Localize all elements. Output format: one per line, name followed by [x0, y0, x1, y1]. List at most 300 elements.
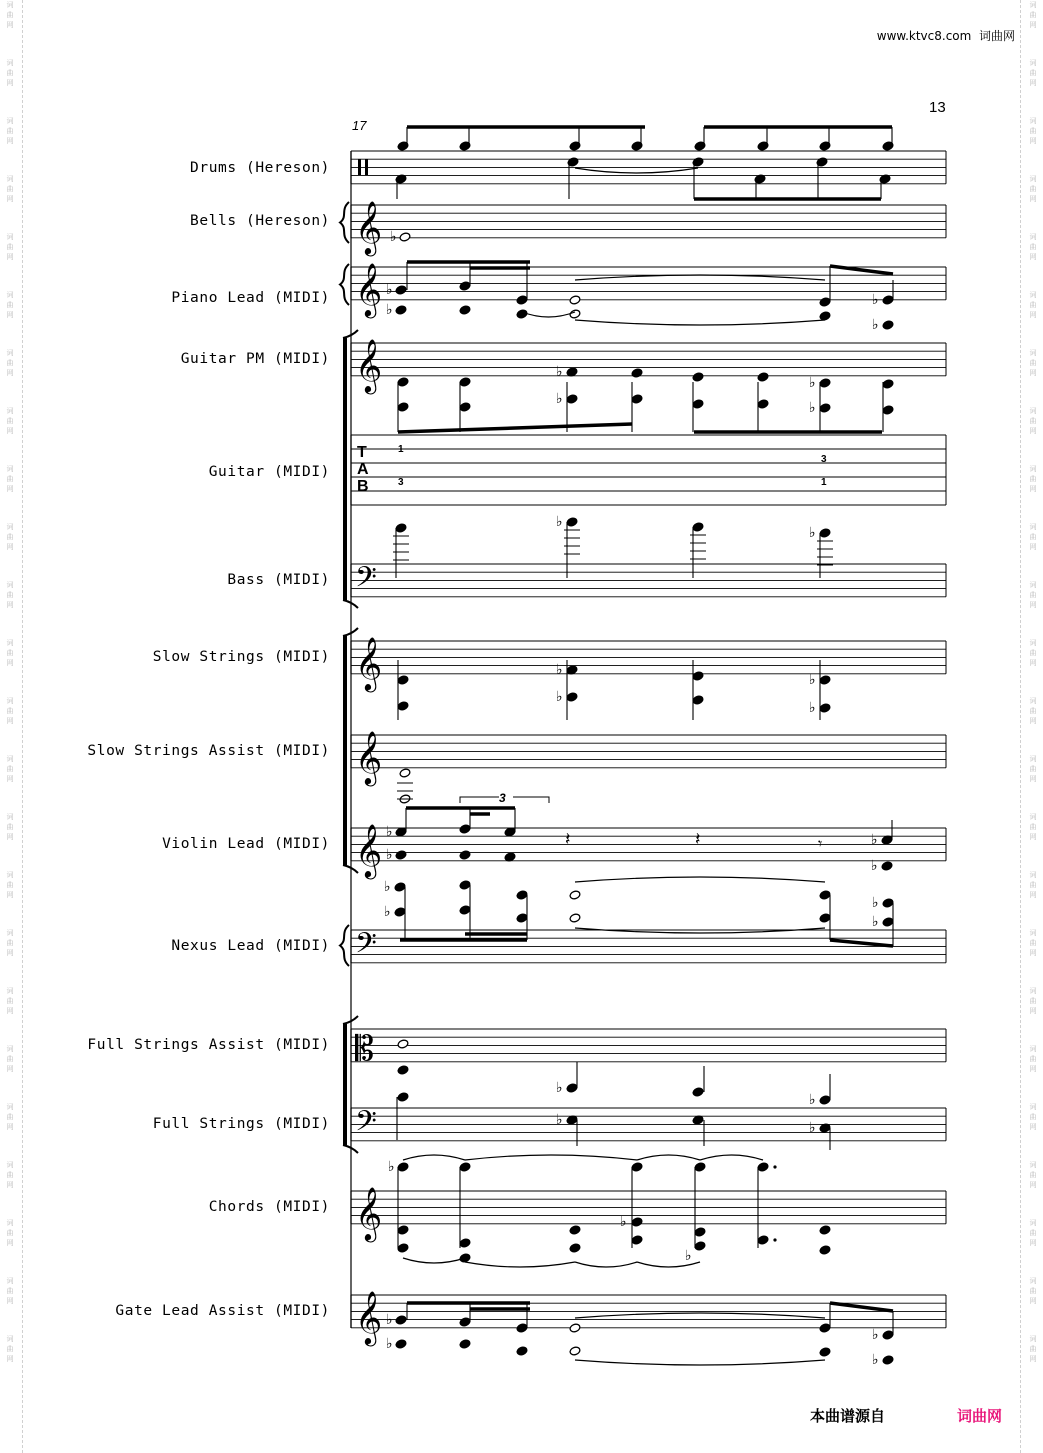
watermark-char: 词 — [1029, 581, 1037, 589]
watermark-char: 词 — [6, 349, 14, 357]
instrument-name-slow-strings-assist: Slow Strings Assist (MIDI) — [87, 743, 330, 759]
flat-sign: ♭ — [386, 1336, 393, 1352]
note-head — [819, 913, 831, 923]
watermark-char: 词 — [1029, 871, 1037, 879]
note-head — [882, 320, 894, 330]
flat-sign: ♭ — [872, 1327, 879, 1343]
flat-sign: ♭ — [809, 672, 816, 688]
watermark-char: 网 — [1029, 659, 1037, 667]
watermark-char: 网 — [1029, 1239, 1037, 1247]
watermark-char: 曲 — [6, 69, 14, 77]
watermark-char: 曲 — [1029, 1287, 1037, 1295]
watermark-char: 曲 — [1029, 417, 1037, 425]
watermark-char: 网 — [1029, 1297, 1037, 1305]
watermark-char: 网 — [6, 1239, 14, 1247]
tie-arc — [522, 312, 575, 317]
tab-number: 3 — [398, 477, 404, 488]
note-head — [819, 1225, 831, 1235]
treble-clef-icon: 𝄞 — [355, 823, 383, 877]
watermark-char: 词 — [6, 407, 14, 415]
watermark-char: 词 — [1029, 1103, 1037, 1111]
note-head — [631, 394, 643, 404]
watermark-char: 网 — [6, 21, 14, 29]
note-head — [459, 1339, 471, 1349]
watermark-char: 曲 — [1029, 69, 1037, 77]
note-head — [459, 1162, 471, 1172]
watermark-char: 曲 — [1029, 881, 1037, 889]
watermark-char: 词 — [6, 1, 14, 9]
watermark-char: 词 — [6, 929, 14, 937]
alto-clef-icon: 𝄡 — [355, 1029, 374, 1069]
note-head — [397, 1092, 409, 1102]
flat-sign: ♭ — [809, 375, 816, 391]
tie-arc — [575, 320, 825, 325]
note-head — [882, 917, 894, 927]
watermark-char: 词 — [1029, 59, 1037, 67]
instrument-name-nexus-lead: Nexus Lead (MIDI) — [171, 938, 330, 954]
note-head — [569, 295, 581, 305]
tie-arc — [465, 1262, 575, 1267]
treble-clef-icon: 𝄞 — [355, 200, 383, 254]
tab-clef-icon: T — [357, 444, 367, 461]
note-head — [882, 379, 894, 389]
note-head — [566, 692, 578, 702]
watermark-char: 词 — [6, 871, 14, 879]
watermark-char: 网 — [6, 369, 14, 377]
note-head — [516, 295, 528, 305]
staff-brace — [340, 264, 349, 305]
watermark-char: 词 — [1029, 1161, 1037, 1169]
flat-sign: ♭ — [871, 858, 878, 874]
note-head — [397, 701, 409, 711]
tab-number: 1 — [821, 477, 827, 488]
instrument-name-full-strings-assist: Full Strings Assist (MIDI) — [87, 1037, 330, 1053]
watermark-char: 网 — [6, 1355, 14, 1363]
note-head — [819, 890, 831, 900]
watermark-char: 曲 — [1029, 1345, 1037, 1353]
note-head — [631, 1162, 643, 1172]
flat-sign: ♭ — [390, 229, 397, 245]
watermark-char: 网 — [1029, 195, 1037, 203]
instrument-name-slow-strings: Slow Strings (MIDI) — [152, 649, 330, 665]
watermark-char: 词 — [1029, 929, 1037, 937]
page-number: 13 — [929, 99, 946, 116]
note-head — [397, 402, 409, 412]
watermark-char: 网 — [6, 891, 14, 899]
note-head — [819, 1323, 831, 1333]
quarter-rest-icon: 𝄽 — [565, 829, 571, 850]
note-head — [819, 1245, 831, 1255]
watermark-char: 网 — [6, 1297, 14, 1305]
watermark-char: 网 — [1029, 1065, 1037, 1073]
watermark-char: 曲 — [6, 823, 14, 831]
watermark-char: 词 — [6, 987, 14, 995]
instrument-name-piano-lead: Piano Lead (MIDI) — [171, 290, 330, 306]
note-head — [459, 1238, 471, 1248]
watermark-char: 网 — [6, 659, 14, 667]
note-head — [459, 1317, 471, 1327]
note-head — [694, 1241, 706, 1251]
bass-clef-icon: 𝄢 — [355, 561, 377, 601]
note-head — [516, 1346, 528, 1356]
watermark-char: 曲 — [1029, 1171, 1037, 1179]
watermark-char: 网 — [1029, 601, 1037, 609]
treble-clef-icon: 𝄞 — [355, 1290, 383, 1344]
watermark-char: 曲 — [1029, 533, 1037, 541]
tie-arc — [637, 1155, 700, 1160]
eighth-rest-icon: 𝄾 — [818, 834, 823, 853]
tab-number: 3 — [821, 454, 827, 465]
note-head — [459, 824, 471, 834]
note-head — [882, 1330, 894, 1340]
note-head — [569, 1225, 581, 1235]
note-head — [459, 402, 471, 412]
watermark-char: 词 — [1029, 1045, 1037, 1053]
watermark-char: 网 — [6, 79, 14, 87]
note-head — [394, 907, 406, 917]
tie-arc — [700, 1155, 763, 1160]
watermark-char: 词 — [6, 639, 14, 647]
watermark-char: 网 — [1029, 949, 1037, 957]
note-head — [631, 1217, 643, 1227]
instrument-name-bells: Bells (Hereson) — [190, 213, 330, 229]
watermark-char: 网 — [6, 1007, 14, 1015]
note-head — [757, 1162, 769, 1172]
staff-group-bracket — [343, 338, 347, 600]
note-head — [694, 1162, 706, 1172]
percussion-clef-icon — [358, 159, 361, 175]
watermark-char: 曲 — [6, 417, 14, 425]
watermark-char: 网 — [6, 1123, 14, 1131]
flat-sign: ♭ — [556, 514, 563, 530]
flat-sign: ♭ — [809, 525, 816, 541]
note-head — [692, 695, 704, 705]
flat-sign: ♭ — [388, 1159, 395, 1175]
watermark-char: 网 — [6, 427, 14, 435]
note-head — [882, 898, 894, 908]
watermark-char: 网 — [1029, 1355, 1037, 1363]
note-head — [459, 281, 471, 291]
watermark-char: 网 — [6, 485, 14, 493]
flat-sign: ♭ — [872, 1352, 879, 1368]
note-head — [566, 394, 578, 404]
watermark-char: 曲 — [6, 1229, 14, 1237]
flat-sign: ♭ — [809, 700, 816, 716]
tie-arc — [465, 1155, 637, 1160]
watermark-char: 网 — [6, 775, 14, 783]
flat-sign: ♭ — [685, 1248, 692, 1264]
flat-sign: ♭ — [556, 1080, 563, 1096]
watermark-char: 词 — [6, 1335, 14, 1343]
note-head — [516, 913, 528, 923]
flat-sign: ♭ — [556, 364, 563, 380]
site-name[interactable]: 词曲网 — [978, 29, 1015, 43]
flat-sign: ♭ — [556, 662, 563, 678]
note-beam — [398, 424, 632, 432]
note-beam — [830, 940, 893, 946]
note-head — [819, 528, 831, 538]
watermark-char: 曲 — [6, 591, 14, 599]
tab-clef-icon: B — [357, 478, 369, 495]
watermark-char: 词 — [6, 1219, 14, 1227]
note-head — [569, 890, 581, 900]
watermark-char: 网 — [1029, 311, 1037, 319]
watermark-char: 词 — [6, 291, 14, 299]
note-head — [397, 1065, 409, 1075]
watermark-char: 网 — [1029, 485, 1037, 493]
watermark-char: 网 — [1029, 253, 1037, 261]
note-head — [819, 1347, 831, 1357]
note-head — [397, 675, 409, 685]
watermark-char: 网 — [1029, 369, 1037, 377]
note-head — [459, 305, 471, 315]
watermark-char: 网 — [1029, 775, 1037, 783]
watermark-char: 网 — [6, 137, 14, 145]
flat-sign: ♭ — [872, 914, 879, 930]
tie-arc — [575, 1360, 825, 1365]
note-head — [757, 372, 769, 382]
watermark-char: 曲 — [1029, 11, 1037, 19]
note-head — [459, 905, 471, 915]
watermark-char: 词 — [1029, 697, 1037, 705]
watermark-char: 曲 — [6, 1171, 14, 1179]
watermark-char: 词 — [1029, 175, 1037, 183]
flat-sign: ♭ — [556, 391, 563, 407]
note-head — [882, 405, 894, 415]
watermark-char: 曲 — [6, 1113, 14, 1121]
flat-sign: ♭ — [384, 904, 391, 920]
tie-arc — [403, 1258, 465, 1263]
note-head — [882, 1355, 894, 1365]
flat-sign: ♭ — [386, 847, 393, 863]
staff-group-bracket — [343, 1024, 347, 1145]
watermark-char: 词 — [1029, 291, 1037, 299]
note-head — [397, 1243, 409, 1253]
watermark-char: 词 — [6, 465, 14, 473]
watermark-char: 曲 — [1029, 1113, 1037, 1121]
note-head — [566, 1083, 578, 1093]
watermark-char: 曲 — [1029, 243, 1037, 251]
watermark-char: 词 — [1029, 465, 1037, 473]
bass-clef-icon: 𝄢 — [355, 1105, 377, 1145]
note-head — [397, 1162, 409, 1172]
staff-lines — [351, 151, 946, 1328]
watermark-char: 网 — [6, 253, 14, 261]
watermark-char: 网 — [6, 311, 14, 319]
note-head — [566, 517, 578, 527]
watermark-char: 曲 — [1029, 1229, 1037, 1237]
watermark-char: 曲 — [6, 533, 14, 541]
note-head — [692, 671, 704, 681]
tie-arc — [575, 168, 698, 173]
watermark-char: 词 — [1029, 407, 1037, 415]
watermark-char: 词 — [1029, 1, 1037, 9]
note-head — [394, 882, 406, 892]
note-head — [395, 850, 407, 860]
watermark-char: 词 — [6, 233, 14, 241]
watermark-char: 曲 — [1029, 301, 1037, 309]
note-beam — [830, 1303, 893, 1311]
instrument-name-guitar-pm: Guitar PM (MIDI) — [180, 351, 330, 367]
treble-clef-icon: 𝄞 — [355, 262, 383, 316]
tuplet-label: 3 — [499, 791, 506, 805]
note-head — [569, 1346, 581, 1356]
watermark-char: 曲 — [6, 1055, 14, 1063]
instrument-name-gate-lead-assist: Gate Lead Assist (MIDI) — [115, 1303, 330, 1319]
percussion-clef-icon — [365, 159, 368, 175]
watermark-char: 网 — [6, 601, 14, 609]
note-head — [757, 399, 769, 409]
watermark-char: 词 — [1029, 117, 1037, 125]
note-head — [459, 880, 471, 890]
dot — [773, 1165, 776, 1168]
treble-clef-icon: 𝄞 — [355, 338, 383, 392]
watermark-char: 词 — [6, 697, 14, 705]
note-head — [395, 285, 407, 295]
note-head — [631, 1235, 643, 1245]
watermark-char: 曲 — [1029, 707, 1037, 715]
footer-brand-link[interactable]: 词曲网 — [957, 1407, 1003, 1425]
whole-note-head — [397, 1039, 409, 1049]
watermark-char: 曲 — [6, 707, 14, 715]
note-head — [819, 311, 831, 321]
flat-sign: ♭ — [556, 1112, 563, 1128]
note-head — [631, 368, 643, 378]
watermark-char: 曲 — [1029, 475, 1037, 483]
watermark-char: 网 — [1029, 891, 1037, 899]
watermark-char: 曲 — [6, 243, 14, 251]
watermark-char: 曲 — [1029, 939, 1037, 947]
watermark-char: 曲 — [6, 127, 14, 135]
watermark-char: 词 — [6, 523, 14, 531]
watermark-char: 曲 — [1029, 649, 1037, 657]
watermark-char: 词 — [1029, 987, 1037, 995]
flat-sign: ♭ — [386, 824, 393, 840]
dot — [773, 1238, 776, 1241]
watermark-char: 词 — [6, 1277, 14, 1285]
treble-clef-icon: 𝄞 — [355, 1186, 383, 1240]
watermark-char: 词 — [1029, 639, 1037, 647]
staff-brace — [340, 202, 349, 243]
watermark-char: 网 — [6, 543, 14, 551]
guitar-tab-numbers — [398, 444, 827, 488]
watermark-char: 网 — [1029, 21, 1037, 29]
whole-note-head — [399, 768, 411, 778]
flat-sign: ♭ — [809, 1092, 816, 1108]
watermark-char: 曲 — [6, 997, 14, 1005]
flat-sign: ♭ — [556, 689, 563, 705]
note-head — [395, 305, 407, 315]
watermark-char: 词 — [1029, 755, 1037, 763]
flat-sign: ♭ — [872, 292, 879, 308]
note-head — [694, 1227, 706, 1237]
watermark-char: 网 — [1029, 1181, 1037, 1189]
watermark-char: 词 — [1029, 813, 1037, 821]
instrument-name-bass: Bass (MIDI) — [227, 572, 330, 588]
note-head — [692, 522, 704, 532]
flat-sign: ♭ — [809, 400, 816, 416]
watermark-char: 曲 — [1029, 765, 1037, 773]
note-head — [819, 703, 831, 713]
watermark-char: 曲 — [1029, 997, 1037, 1005]
bass-clef-icon: 𝄢 — [355, 927, 377, 967]
instrument-name-violin-lead: Violin Lead (MIDI) — [162, 836, 330, 852]
flat-sign: ♭ — [871, 832, 878, 848]
watermark-char: 曲 — [1029, 1055, 1037, 1063]
flat-sign: ♭ — [872, 317, 879, 333]
watermark-char: 曲 — [6, 765, 14, 773]
watermark-char: 曲 — [6, 11, 14, 19]
instrument-name-chords: Chords (MIDI) — [208, 1199, 330, 1215]
flat-sign: ♭ — [386, 1312, 393, 1328]
note-head — [395, 523, 407, 533]
note-head — [692, 372, 704, 382]
watermark-char: 网 — [1029, 717, 1037, 725]
watermark-char: 词 — [6, 59, 14, 67]
flat-sign: ♭ — [620, 1214, 627, 1230]
flat-sign: ♭ — [386, 282, 393, 298]
watermark-char: 网 — [6, 195, 14, 203]
note-head — [569, 913, 581, 923]
watermark-char: 曲 — [1029, 823, 1037, 831]
tie-arc — [575, 928, 825, 933]
flat-sign: ♭ — [809, 1120, 816, 1136]
site-url[interactable]: www.ktvc8.com — [876, 29, 972, 43]
note-head — [516, 890, 528, 900]
watermark-char: 词 — [1029, 1335, 1037, 1343]
tab-clef-icon: A — [357, 461, 369, 478]
treble-clef-icon: 𝄞 — [355, 636, 383, 690]
watermark-char: 词 — [6, 755, 14, 763]
note-head — [397, 1225, 409, 1235]
watermark-char: 网 — [6, 949, 14, 957]
watermark-char: 曲 — [6, 939, 14, 947]
note-head — [819, 1095, 831, 1105]
note-head — [692, 399, 704, 409]
watermark-char: 网 — [1029, 137, 1037, 145]
note-head — [757, 1235, 769, 1245]
tie-arc — [575, 1313, 825, 1318]
staff-group-bracket — [343, 636, 347, 865]
watermark-char: 曲 — [1029, 127, 1037, 135]
note-head — [569, 1323, 581, 1333]
watermark-char: 曲 — [6, 881, 14, 889]
watermark-char: 网 — [6, 833, 14, 841]
note-head — [819, 297, 831, 307]
tie-arc — [575, 275, 825, 280]
watermark-char: 词 — [6, 1103, 14, 1111]
notation — [355, 127, 894, 1368]
watermark-char: 词 — [1029, 349, 1037, 357]
note-head — [819, 378, 831, 388]
watermark-char: 词 — [6, 813, 14, 821]
watermark-char: 曲 — [1029, 359, 1037, 367]
note-head — [395, 1315, 407, 1325]
watermark-char: 网 — [1029, 833, 1037, 841]
tie-arc — [403, 1155, 465, 1160]
note-head — [459, 850, 471, 860]
watermark-char: 曲 — [6, 185, 14, 193]
watermark-char: 词 — [1029, 1277, 1037, 1285]
watermark-char: 曲 — [6, 359, 14, 367]
watermark-char: 词 — [6, 175, 14, 183]
tie-arc — [575, 877, 825, 882]
flat-sign: ♭ — [386, 302, 393, 318]
note-head — [692, 1087, 704, 1097]
watermark-char: 网 — [1029, 1123, 1037, 1131]
watermark-char: 词 — [6, 117, 14, 125]
watermark-char: 曲 — [1029, 591, 1037, 599]
